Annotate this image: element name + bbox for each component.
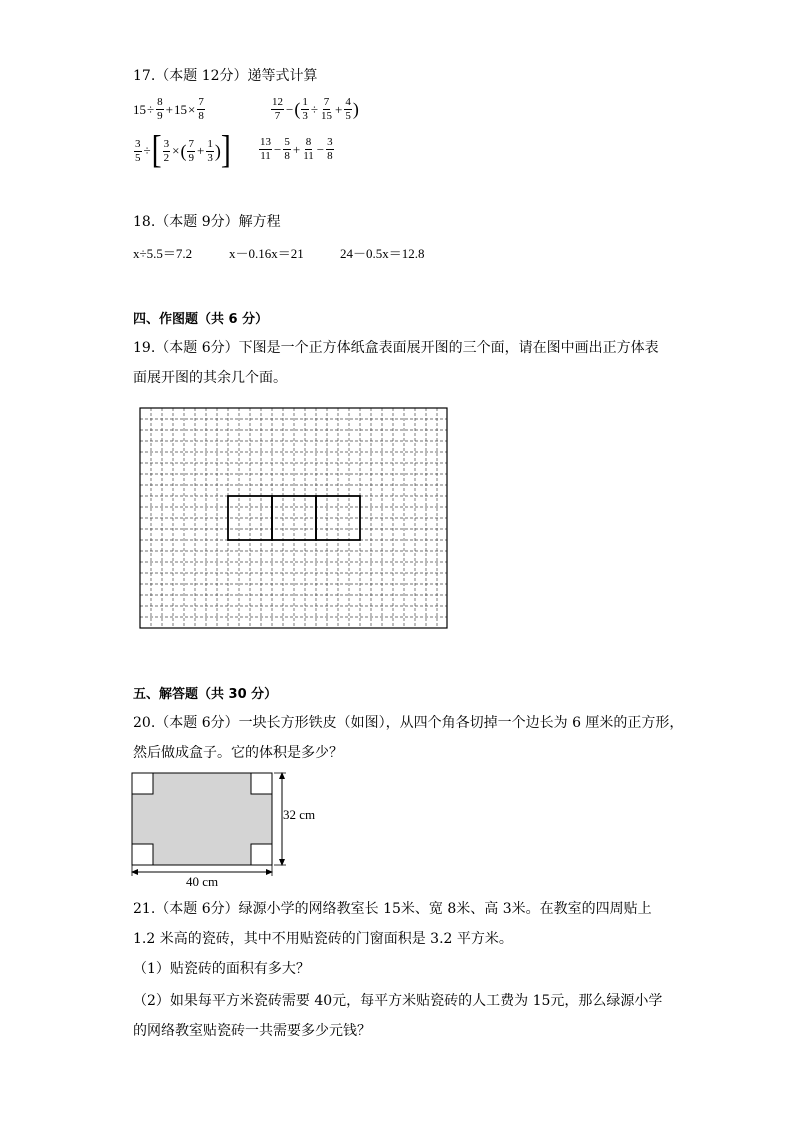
sheet-metal-figure <box>124 768 324 894</box>
expression-4 <box>258 136 335 163</box>
operator: + <box>292 141 301 157</box>
fraction: $\frac{13}{11}$ <box>260 136 271 162</box>
operator: − <box>316 141 325 157</box>
q19-line-1: 19.（本题 6分）下图是一个正方体纸盒表面展开图的三个面，请在图中画出正方体表 <box>133 340 659 356</box>
right-paren: ) <box>214 140 221 161</box>
operator: + <box>196 143 205 158</box>
q20-line-1: 20.（本题 6分）一块长方形铁皮（如图），从四个角各切掉一个边长为 6 厘米的正方形， <box>133 715 684 731</box>
section-4-heading: 四、作图题（共 6 分） <box>133 312 269 327</box>
q18-title: 18.（本题 9分）解方程 <box>133 214 281 230</box>
operator: ÷ <box>143 143 151 158</box>
left-paren: ( <box>294 99 301 119</box>
equation-1: x÷5.5＝7.2 <box>133 246 193 261</box>
fraction: $\frac{7}{9}$ <box>188 137 194 164</box>
operator: + <box>334 101 343 117</box>
fraction: $\frac{3}{8}$ <box>327 136 333 162</box>
operator: + <box>165 101 173 117</box>
corner-square <box>251 773 272 794</box>
number: 15 <box>133 101 146 117</box>
fraction: $\frac{12}{7}$ <box>272 96 283 122</box>
fraction: $\frac{7}{8}$ <box>198 96 204 122</box>
cube-net-grid <box>138 406 450 630</box>
operator: − <box>274 141 282 157</box>
fraction: $\frac{1}{3}$ <box>207 137 213 164</box>
equation-3: 24－0.5x＝12.8 <box>340 246 425 261</box>
expression-3 <box>133 128 231 172</box>
equation-2: x－0.16x＝21 <box>229 246 304 261</box>
expression-1 <box>133 96 206 123</box>
operator: × <box>187 101 196 117</box>
number: 15 <box>173 101 187 117</box>
q20-line-2: 然后做成盒子。它的体积是多少？ <box>133 745 343 761</box>
q21-sub-2-line-2: 的网络教室贴瓷砖一共需要多少元钱？ <box>133 1023 371 1039</box>
left-paren: ( <box>180 140 187 161</box>
operator: × <box>172 143 180 158</box>
operator: − <box>286 101 294 117</box>
section-5-heading: 五、解答题（共 30 分） <box>133 687 278 702</box>
q21-sub-2-line-1: （2）如果每平方米瓷砖需要 40元，每平方米贴瓷砖的人工费为 15元，那么绿源小学 <box>133 993 663 1009</box>
width-label: 40 cm <box>186 874 219 889</box>
fraction: $\frac{5}{8}$ <box>284 136 290 162</box>
corner-square <box>132 773 153 794</box>
height-label: 32 cm <box>283 807 316 822</box>
fraction: $\frac{7}{15}$ <box>320 96 332 122</box>
fraction: $\frac{3}{5}$ <box>135 137 141 164</box>
fraction: $\frac{8}{11}$ <box>303 136 314 162</box>
operator: ÷ <box>310 101 318 117</box>
fraction: $\frac{1}{3}$ <box>302 96 308 122</box>
q21-sub-1: （1）贴瓷砖的面积有多大？ <box>133 961 310 977</box>
corner-square <box>132 844 153 865</box>
left-bracket: [ <box>151 128 162 172</box>
fraction: $\frac{4}{5}$ <box>345 96 351 122</box>
operator: ÷ <box>147 101 155 117</box>
fraction: $\frac{3}{2}$ <box>163 137 170 164</box>
q21-line-1: 21.（本题 6分）绿源小学的网络教室长 15米、宽 8米、高 3米。在教室的四周贴上 <box>133 901 652 917</box>
q17-title: 17.（本题 12分）递等式计算 <box>133 68 318 84</box>
q21-line-2: 1.2 米高的瓷砖，其中不用贴瓷砖的门窗面积是 3.2 平方米。 <box>133 931 513 947</box>
grid-lines <box>140 408 447 628</box>
corner-square <box>251 844 272 865</box>
fraction: $\frac{8}{9}$ <box>157 96 163 122</box>
q19-line-2: 面展开图的其余几个面。 <box>133 370 287 386</box>
right-paren: ) <box>352 99 359 119</box>
expression-2 <box>270 96 359 123</box>
right-bracket: ] <box>220 128 231 172</box>
